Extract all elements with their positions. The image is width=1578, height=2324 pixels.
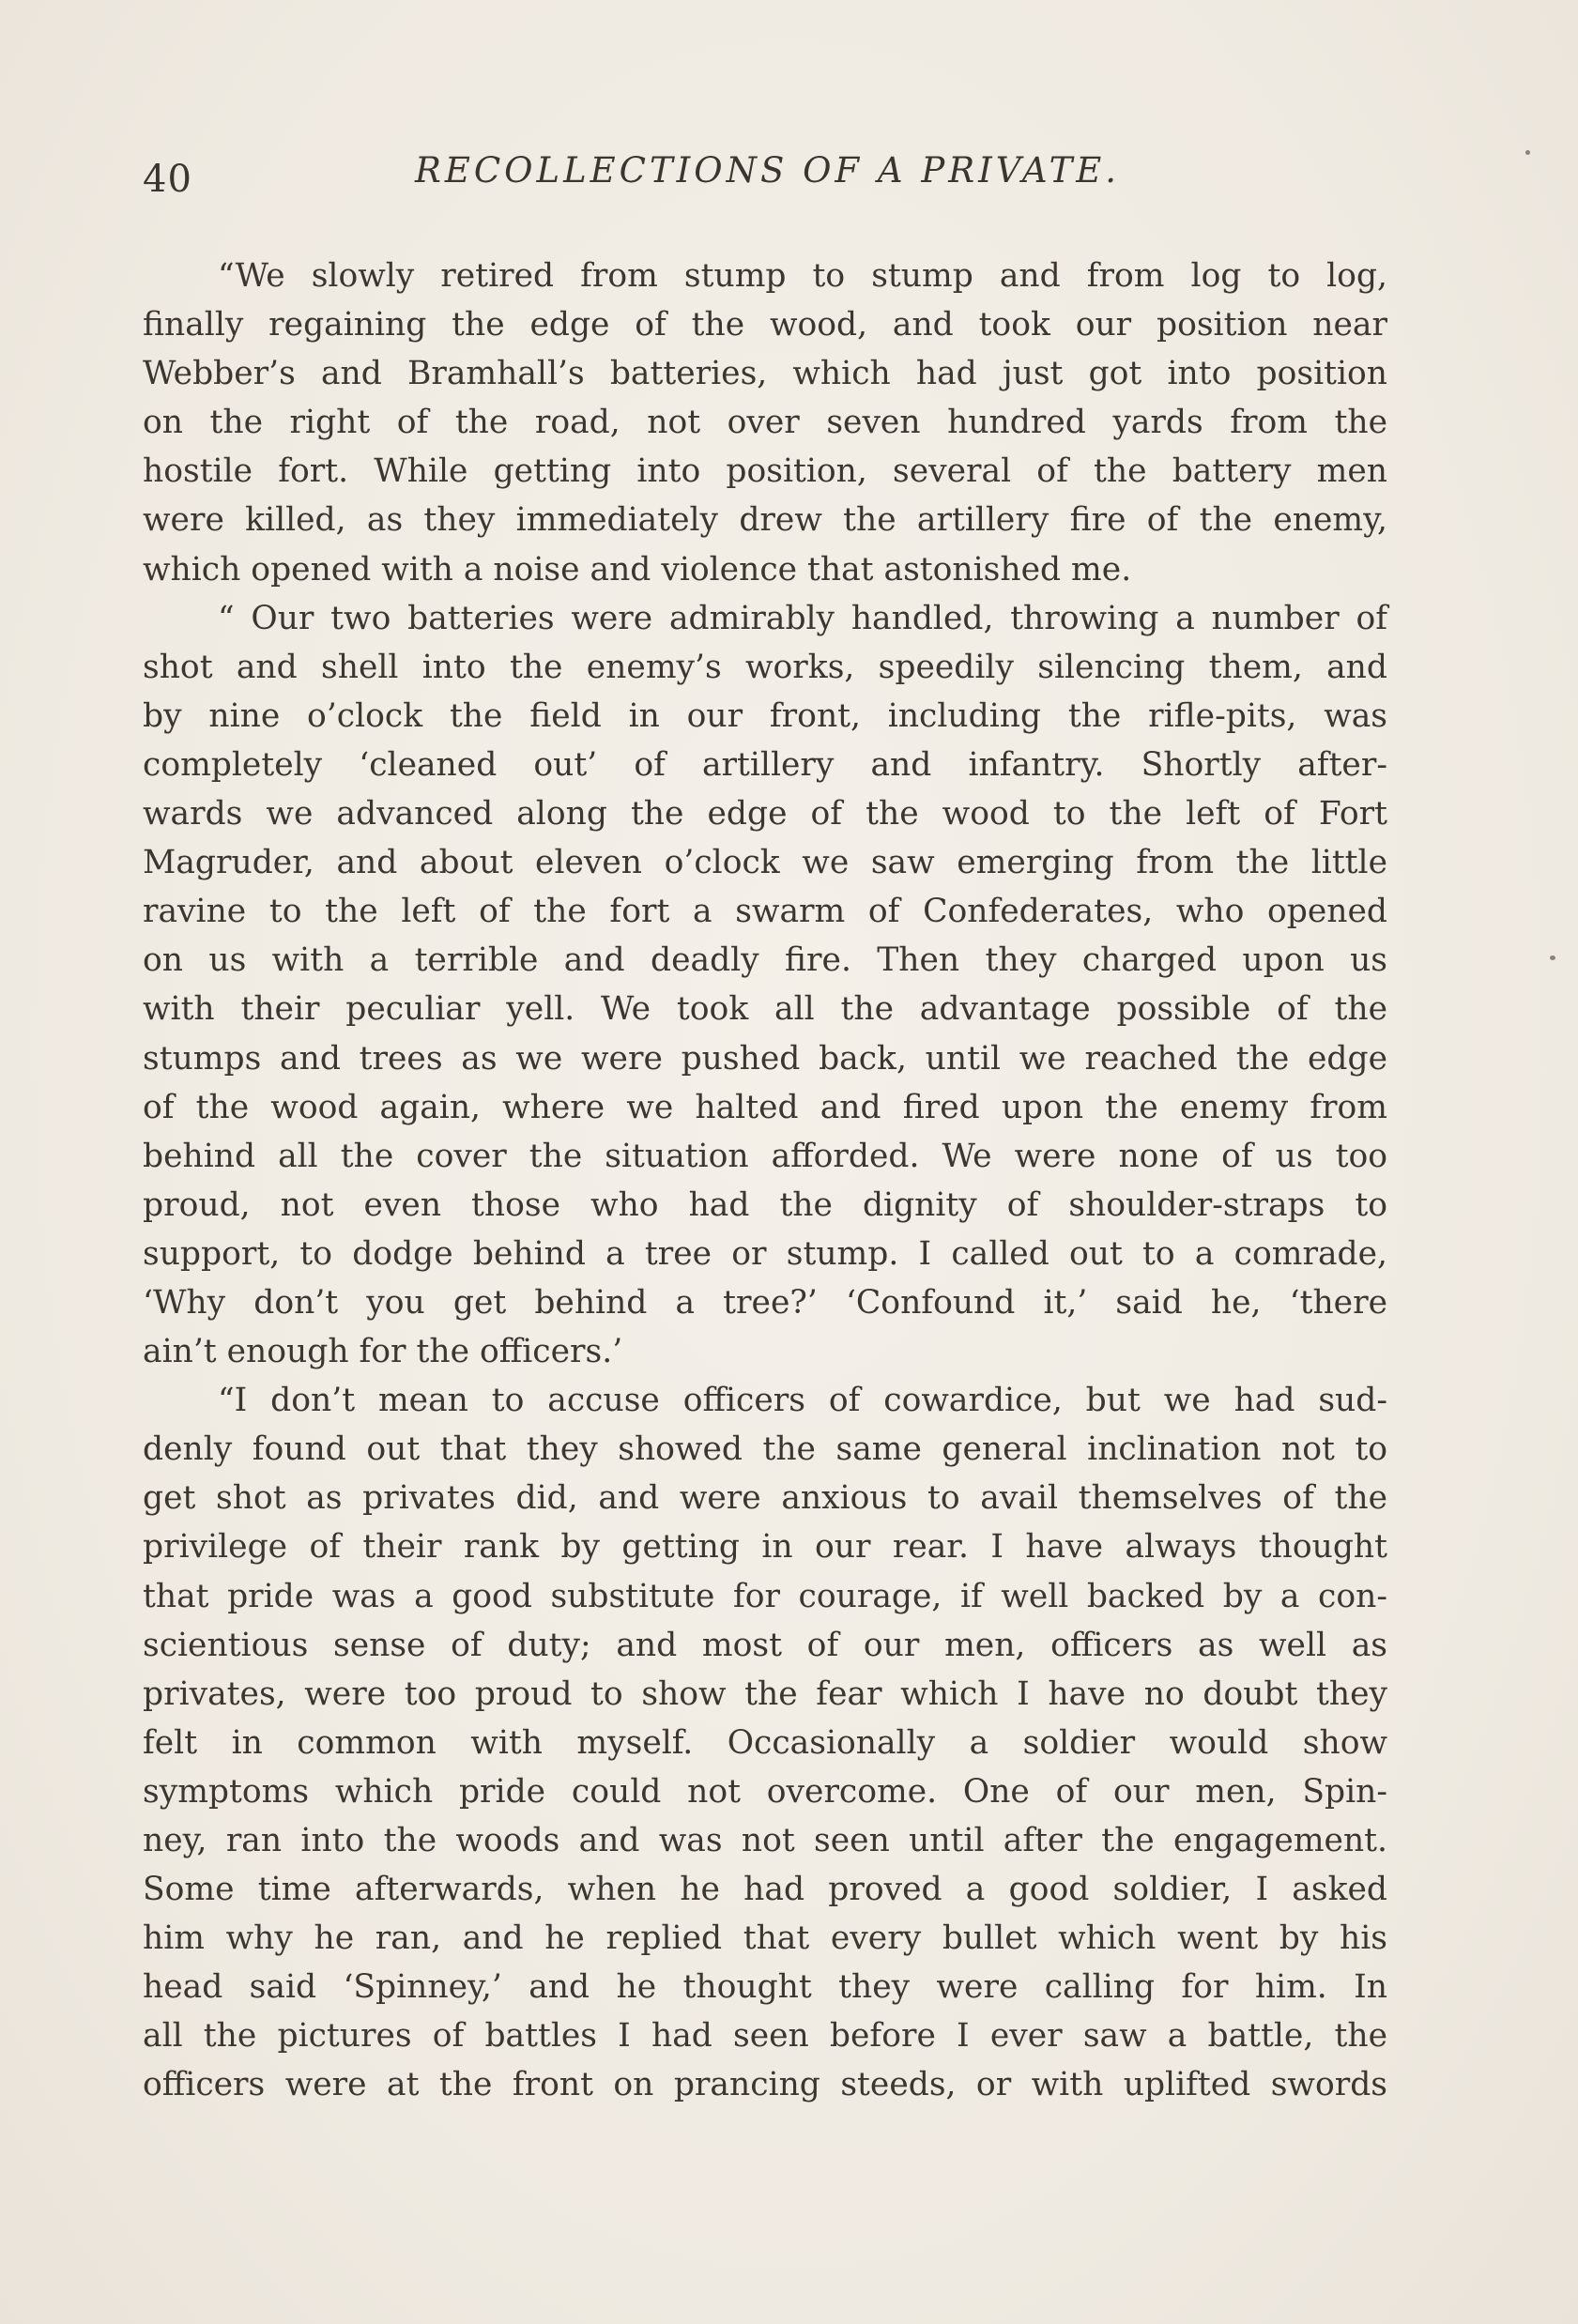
text-line: felt in common with myself. Occasionally a soldier would show (143, 1723, 1387, 1762)
text-line: scientious sense of duty; and most of our men, officers as well as (143, 1626, 1387, 1664)
text-line: ‘Why don’t you get behind a tree?’ ‘Confound it,’ said he, ‘there (143, 1283, 1387, 1322)
page-number: 40 (143, 158, 192, 201)
text-line: on us with a terrible and deadly fire. Then they charged upon us (143, 941, 1387, 980)
text-line: privilege of their rank by getting in our rear. I have always thought (143, 1528, 1387, 1567)
running-title: RECOLLECTIONS OF A PRIVATE. (415, 150, 1121, 191)
text-line: wards we advanced along the edge of the wood to the left of Fort (143, 795, 1387, 833)
text-line: symptoms which pride could not overcome. One of our men, Spin- (143, 1772, 1387, 1811)
text-line: head said ‘Spinney,’ and he thought they were calling for him. In (143, 1968, 1387, 2007)
text-line: behind all the cover the situation afforded. We were none of us too (143, 1137, 1387, 1175)
text-line: shot and shell into the enemy’s works, speedily silencing them, and (143, 648, 1387, 686)
text-line: were killed, as they immediately drew the artillery fire of the enemy, (143, 501, 1387, 540)
text-line: him why he ran, and he replied that every bullet which went by his (143, 1919, 1387, 1958)
text-line: which opened with a noise and violence that astonished me. (143, 550, 1132, 589)
text-line: completely ‘cleaned out’ of artillery and infantry. Shortly after- (143, 745, 1387, 784)
text-line: ravine to the left of the fort a swarm of Confederates, who opened (143, 893, 1387, 931)
text-line: hostile fort. While getting into position, several of the battery men (143, 452, 1387, 491)
paragraph (143, 1376, 1387, 2109)
page-header (143, 141, 1387, 206)
text-line: all the pictures of battles I had seen before I ever saw a battle, the (143, 2017, 1387, 2056)
text-line: ain’t enough for the officers.’ (143, 1333, 623, 1371)
text-line: by nine o’clock the field in our front, including the rifle-pits, was (143, 696, 1387, 735)
text-line: Magruder, and about eleven o’clock we saw emerging from the little (143, 844, 1387, 882)
text-line: support, to dodge behind a tree or stump. I called out to a comrade, (143, 1234, 1387, 1273)
text-line: ney, ran into the woods and was not seen until after the engagement. (143, 1822, 1387, 1859)
text-line: denly found out that they showed the same general inclination not to (143, 1430, 1387, 1469)
text-line: of the wood again, where we halted and fired upon the enemy from (143, 1088, 1387, 1126)
text-line: Some time afterwards, when he had proved a good soldier, I asked (143, 1871, 1387, 1909)
paragraph (143, 594, 1387, 1377)
text-line: Webber’s and Bramhall’s batteries, which had just got into position (143, 355, 1387, 393)
text-line: stumps and trees as we were pushed back, until we reached the edge (143, 1039, 1387, 1078)
text-line: that pride was a good substitute for courage, if well backed by a con- (143, 1577, 1387, 1615)
paper-speck (1525, 150, 1530, 155)
body-text (143, 252, 1387, 2110)
text-line: “ Our two batteries were admirably handled, throwing a number of (218, 599, 1387, 637)
text-line: on the right of the road, not over seven hundred yards from the (143, 404, 1387, 442)
paper-speck (1550, 956, 1555, 960)
text-line: “I don’t mean to accuse officers of cowardice, but we had sud- (218, 1382, 1387, 1420)
text-line: finally regaining the edge of the wood, and took our position near (143, 306, 1387, 344)
text-line: with their peculiar yell. We took all the advantage possible of the (143, 990, 1387, 1029)
text-line: privates, were too proud to show the fear which I have no doubt they (143, 1674, 1387, 1713)
text-line: get shot as privates did, and were anxious to avail themselves of the (143, 1479, 1387, 1518)
text-line: officers were at the front on prancing steeds, or with uplifted swords (143, 2066, 1387, 2104)
paragraph (143, 252, 1387, 594)
text-line: “We slowly retired from stump to stump and from log to log, (218, 257, 1387, 295)
text-line: proud, not even those who had the dignity of shoulder-straps to (143, 1185, 1387, 1224)
